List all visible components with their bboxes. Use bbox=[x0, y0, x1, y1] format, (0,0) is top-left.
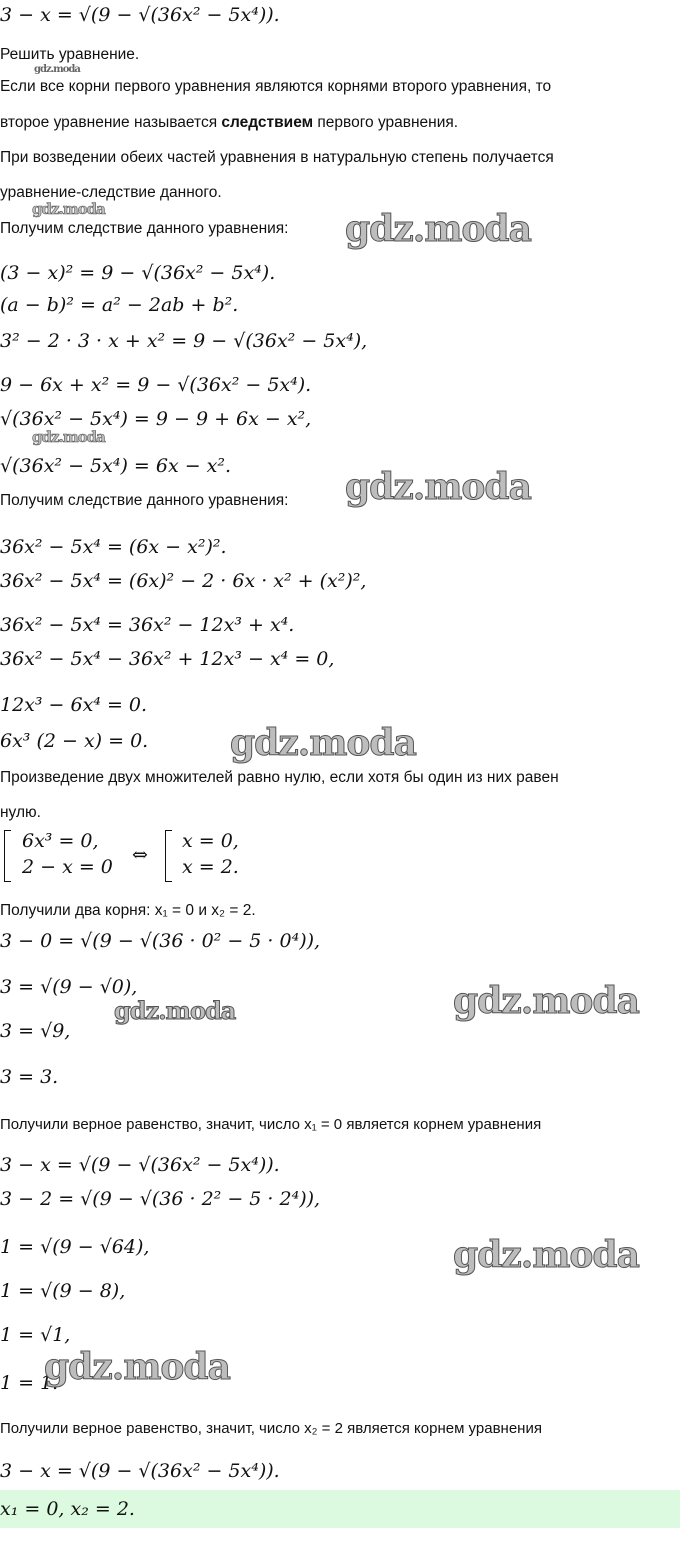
check-line: 3 = √(9 − √0), bbox=[0, 976, 138, 998]
theory-line-2 bbox=[0, 114, 458, 132]
check-line: 1 = √(9 − √64), bbox=[0, 1236, 150, 1258]
check-line: 3 = 3. bbox=[0, 1066, 59, 1088]
equation-line: √(36x² − 5x⁴) = 9 − 9 + 6x − x², bbox=[0, 408, 312, 430]
watermark-logo: gdz.moda bbox=[230, 722, 416, 764]
equivalence-arrow: ⇔ bbox=[132, 844, 148, 866]
theory-text: второе уравнение называется bbox=[0, 114, 222, 131]
watermark-logo: gdz.moda bbox=[44, 1346, 230, 1388]
task-title: Решить уравнение. bbox=[0, 46, 140, 63]
system-left-line-2: 2 − x = 0 bbox=[22, 856, 113, 878]
theory-line-4: уравнение-следствие данного. bbox=[0, 184, 222, 201]
left-bracket bbox=[4, 830, 11, 882]
watermark-logo: gdz.moda bbox=[32, 200, 105, 218]
right-bracket bbox=[165, 830, 172, 882]
system-left-line-1: 6x³ = 0, bbox=[22, 830, 99, 852]
check-line: 3 − 2 = √(9 − √(36 · 2² − 5 · 2⁴)), bbox=[0, 1188, 321, 1210]
theory-line-1: Если все корни первого уравнения являются корнями второго уравнения, то bbox=[0, 78, 552, 95]
watermark-logo: gdz.moda bbox=[114, 996, 236, 1025]
term-consequence: следствием bbox=[221, 114, 314, 131]
step1-intro: Получим следствие данного уравнения: bbox=[0, 220, 289, 237]
check1-conclusion: Получили верное равенство, значит, число x₁ = 0 является корнем уравнения bbox=[0, 1116, 542, 1133]
watermark-logo: gdz.moda bbox=[34, 64, 80, 75]
watermark-logo: gdz.moda bbox=[453, 1234, 639, 1276]
answer: x₁ = 0, x₂ = 2. bbox=[0, 1498, 135, 1520]
header-equation: 3 − x = √(9 − √(36x² − 5x⁴)). bbox=[0, 4, 280, 26]
equation-line: 36x² − 5x⁴ = (6x − x²)². bbox=[0, 536, 227, 558]
watermark-logo: gdz.moda bbox=[32, 428, 105, 446]
check-line: 3 − 0 = √(9 − √(36 · 0² − 5 · 0⁴)), bbox=[0, 930, 321, 952]
equation-line: 36x² − 5x⁴ = 36x² − 12x³ + x⁴. bbox=[0, 614, 295, 636]
check1-equation: 3 − x = √(9 − √(36x² − 5x⁴)). bbox=[0, 1154, 280, 1176]
roots-found: Получили два корня: x₁ = 0 и x₂ = 2. bbox=[0, 902, 256, 919]
check2-equation: 3 − x = √(9 − √(36x² − 5x⁴)). bbox=[0, 1460, 280, 1482]
equation-line: 3² − 2 · 3 · x + x² = 9 − √(36x² − 5x⁴), bbox=[0, 330, 368, 352]
equation-line: (a − b)² = a² − 2ab + b². bbox=[0, 294, 239, 316]
equation-line: 36x² − 5x⁴ = (6x)² − 2 · 6x · x² + (x²)², bbox=[0, 570, 367, 592]
product-rule-line-2: нулю. bbox=[0, 804, 41, 821]
equation-line: 36x² − 5x⁴ − 36x² + 12x³ − x⁴ = 0, bbox=[0, 648, 335, 670]
equation-line: 6x³ (2 − x) = 0. bbox=[0, 730, 149, 752]
theory-line-3: При возведении обеих частей уравнения в натуральную степень получается bbox=[0, 149, 554, 166]
check-line: 1 = 1. bbox=[0, 1372, 59, 1394]
equation-line: 12x³ − 6x⁴ = 0. bbox=[0, 694, 148, 716]
theory-text: первого уравнения. bbox=[313, 114, 459, 131]
system-right-line-1: x = 0, bbox=[182, 830, 239, 852]
equation-line: √(36x² − 5x⁴) = 6x − x². bbox=[0, 455, 232, 477]
watermark-logo: gdz.moda bbox=[453, 980, 639, 1022]
equation-line: (3 − x)² = 9 − √(36x² − 5x⁴). bbox=[0, 262, 276, 284]
check-line: 1 = √(9 − 8), bbox=[0, 1280, 126, 1302]
product-rule-line-1: Произведение двух множителей равно нулю, если хотя бы один из них равен bbox=[0, 769, 559, 786]
check2-conclusion: Получили верное равенство, значит, число x₂ = 2 является корнем уравнения bbox=[0, 1420, 542, 1437]
system-right-line-2: x = 2. bbox=[182, 856, 239, 878]
equation-line: 9 − 6x + x² = 9 − √(36x² − 5x⁴). bbox=[0, 374, 312, 396]
watermark-logo: gdz.moda bbox=[345, 466, 531, 508]
check-line: 1 = √1, bbox=[0, 1324, 71, 1346]
watermark-logo: gdz.moda bbox=[345, 208, 531, 250]
step2-intro: Получим следствие данного уравнения: bbox=[0, 492, 289, 509]
check-line: 3 = √9, bbox=[0, 1020, 71, 1042]
